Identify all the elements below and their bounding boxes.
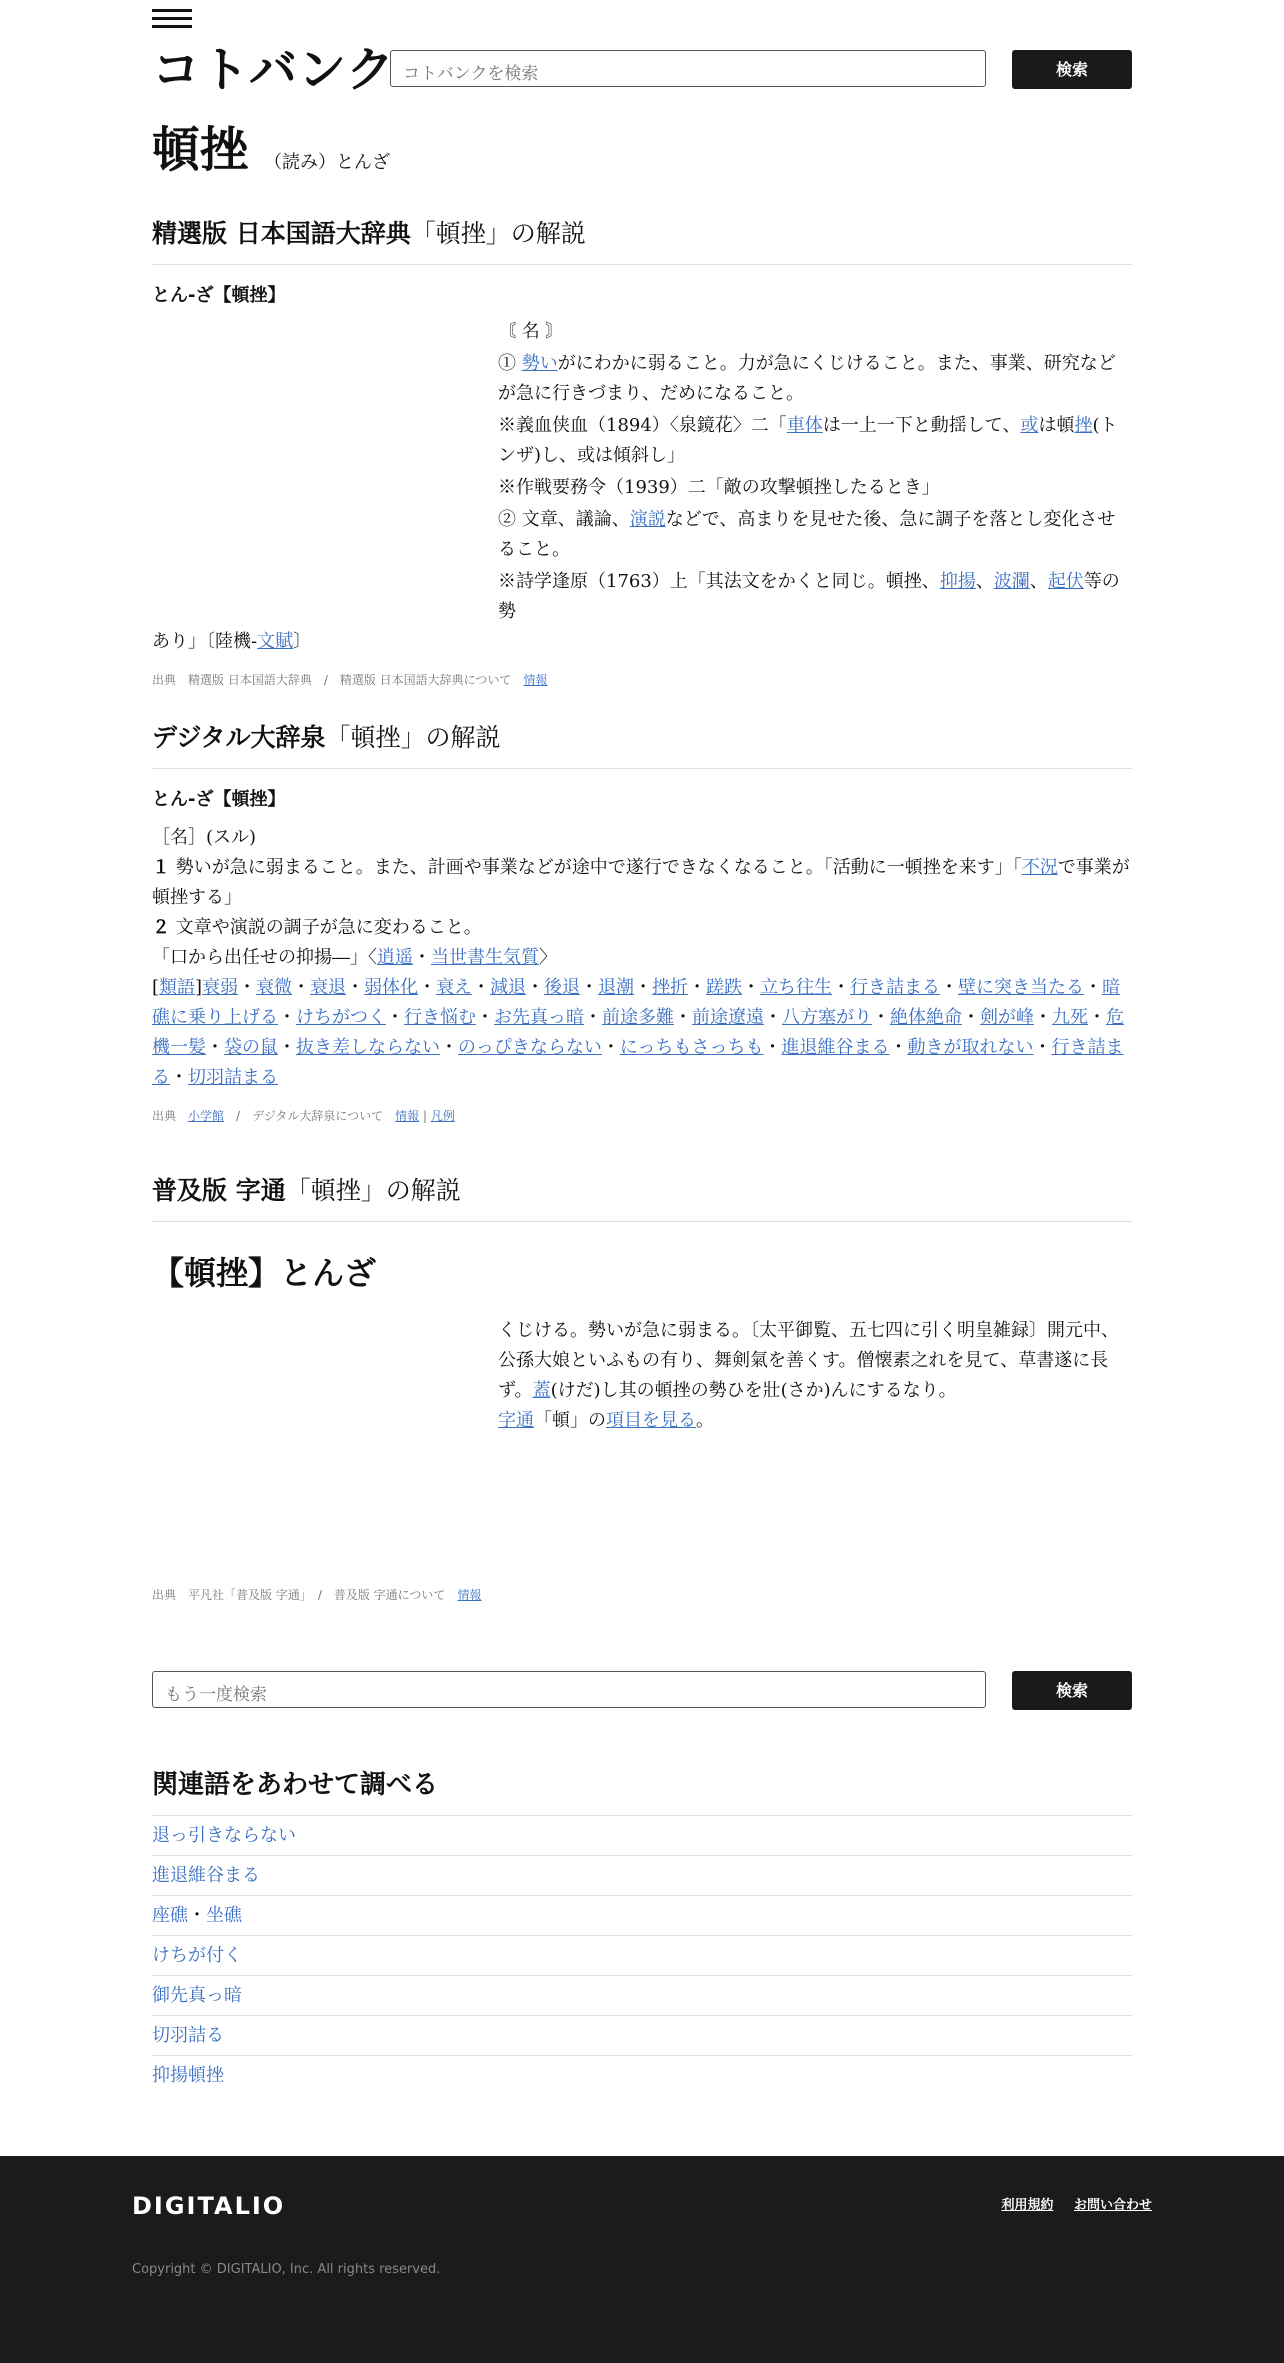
synonym-link[interactable]: 弱体化	[364, 977, 419, 998]
synonym-link[interactable]: 切羽詰まる	[188, 1067, 278, 1088]
synonym-link[interactable]: 立ち往生	[760, 977, 833, 998]
section-seisenban: 精選版 日本国語大辞典「頓挫」の解説 とん‐ざ【頓挫】 〘 名 〙 ① 勢いがにわかに弱ること。力が急にくじけること。また、事業、研究などが急に行きづまり、だめになること。 ※義血侠血（1894）〈泉鏡花〉二「車体は一上一下と動揺して、或は頓挫(トンザ)し、或は傾斜し」 ※作戦要務令（1939）二「敵の攻撃頓挫したるとき」 ② 文章、議論、演説などで、高まりを見せた後、急に調子を落とし変化させること。 ※詩学逢原（1763）上「其法文をかくと同じ。頓挫、抑揚、波瀾、起伏等の勢 あり」〔陸機‐文賦〕 出典 精選版 日本国語大辞典 / 精選版 日本国語大辞典について 情報	[152, 216, 1132, 688]
link-yokuyou[interactable]: 抑揚	[939, 571, 976, 592]
definition-body: ［名］(スル) １ 勢いが急に弱まること。また、計画や事業などが途中で遂行できなくなること。「活動に一頓挫を来す」「不況で事業が頓挫する」 ２ 文章や演説の調子が急に変わること。 「口から出任せの抑揚―」〈逍遥・当世書生気質〉 [類語]衰弱・衰微・衰退・弱体化・衰え・減退・後退・退潮・挫折・蹉跌・立ち往生・行き詰まる・壁に突き当たる・暗礁に乗り上げる・けちがつく・行き悩む・お先真っ暗・前途多難・前途遼遠・八方塞がり・絶体絶命・剣が峰・九死・危機一髪・袋の鼠・抜き差しならない・のっぴきならない・にっちもさっちも・進退維谷まる・動きが取れない・行き詰まる・切羽詰まる	[152, 823, 1132, 1093]
search-button[interactable]: 検索	[1012, 50, 1132, 89]
section-daijisen	[152, 720, 1132, 1124]
search-again-input[interactable]: もう一度検索	[152, 1671, 986, 1708]
source-note: 出典 小学館 / デジタル大辞泉について 情報 | 凡例	[152, 1109, 455, 1123]
hanrei-link[interactable]: 凡例	[430, 1109, 455, 1123]
site-logo[interactable]: コトバンク	[152, 42, 396, 98]
related-link[interactable]: 坐礁	[206, 1905, 242, 1926]
synonym-link[interactable]: 蹉跌	[706, 977, 743, 998]
link-bunpu[interactable]: 文賦	[257, 631, 294, 652]
related-list	[152, 1815, 1132, 2095]
section-heading: デジタル大辞泉「頓挫」の解説	[152, 720, 1132, 769]
related-link[interactable]: 座礁	[152, 1905, 188, 1926]
link-enzetsu[interactable]: 演説	[629, 509, 666, 530]
synonym-list: [類語]衰弱・衰微・衰退・弱体化・衰え・減退・後退・退潮・挫折・蹉跌・立ち往生・行き詰まる・壁に突き当たる・暗礁に乗り上げる・けちがつく・行き悩む・お先真っ暗・前途多難・前途遼遠・八方塞がり・絶体絶命・剣が峰・九死・危機一髪・袋の鼠・抜き差しならない・のっぴきならない・にっちもさっちも・進退維谷まる・動きが取れない・行き詰まる・切羽詰まる	[152, 977, 1124, 1088]
contact-link[interactable]: お問い合わせ	[1073, 2198, 1152, 2213]
related-item	[152, 1935, 1132, 1975]
synonym-link[interactable]: 衰退	[310, 977, 347, 998]
definition-body: くじける。勢いが急に弱まる。〔太平御覧、五七四に引く明皇雑録〕開元中、公孫大娘といふもの有り、舞剣氣を善くす。僧懐素之れを見て、草書遂に長ず。蓋(けだ)し其の頓挫の勢ひを壯(さか)んにするなり。 字通「頓」の項目を見る。	[498, 1320, 1119, 1431]
synonym-link[interactable]: お先真っ暗	[494, 1007, 584, 1028]
section-heading: 普及版 字通「頓挫」の解説	[152, 1173, 1132, 1222]
synonym-link[interactable]: 行き詰まる	[152, 1037, 1124, 1088]
source-note: 出典 精選版 日本国語大辞典 / 精選版 日本国語大辞典について 情報	[152, 673, 548, 687]
link-ruigo[interactable]: 類語	[159, 977, 196, 998]
related-link[interactable]: 御先真っ暗	[152, 1985, 242, 2006]
synonym-link[interactable]: 衰え	[436, 977, 473, 998]
synonym-link[interactable]: 危機一髪	[152, 1007, 1124, 1058]
related-item	[152, 1975, 1132, 2015]
related-item	[152, 1815, 1132, 1855]
link-fukyou[interactable]: 不況	[1021, 857, 1058, 878]
synonym-link[interactable]: 壁に突き当たる	[958, 977, 1085, 998]
synonym-link[interactable]: 退潮	[598, 977, 635, 998]
synonym-link[interactable]: けちがつく	[296, 1007, 386, 1028]
synonym-link[interactable]: 後退	[544, 977, 581, 998]
related-section	[152, 1764, 1132, 2095]
synonym-link[interactable]: 衰微	[256, 977, 293, 998]
synonym-link[interactable]: 挫折	[652, 977, 689, 998]
link-kedashi[interactable]: 蓋	[532, 1380, 551, 1401]
synonym-link[interactable]: 行き詰まる	[850, 977, 941, 998]
headword: とん‐ざ【頓挫】	[152, 789, 286, 810]
synonym-link[interactable]: 絶体絶命	[890, 1007, 962, 1028]
menu-icon[interactable]	[152, 9, 192, 31]
synonym-link[interactable]: 進退維谷まる	[781, 1037, 890, 1058]
link-kifuku[interactable]: 起伏	[1047, 571, 1084, 592]
related-item	[152, 1855, 1132, 1895]
synonym-link[interactable]: 減退	[490, 977, 527, 998]
link-haran[interactable]: 波瀾	[993, 571, 1030, 592]
synonym-link[interactable]: 動きが取れない	[907, 1037, 1034, 1058]
footer	[0, 2156, 1284, 2363]
synonym-link[interactable]: 八方塞がり	[782, 1007, 872, 1028]
synonym-link[interactable]: のっぴきならない	[458, 1037, 602, 1058]
info-link[interactable]: 情報	[523, 673, 548, 687]
synonym-link[interactable]: 暗礁に乗り上げる	[152, 977, 1121, 1028]
synonym-link[interactable]: 剣が峰	[980, 1007, 1034, 1028]
source-note: 出典 平凡社「普及版 字通」 / 普及版 字通について 情報	[152, 1588, 482, 1602]
search-input[interactable]: コトバンクを検索	[390, 50, 986, 87]
publisher-link[interactable]: 小学館	[188, 1109, 225, 1123]
synonym-link[interactable]: 九死	[1052, 1007, 1088, 1028]
related-item: 座礁・坐礁	[152, 1895, 1132, 1935]
related-link[interactable]: 抑揚頓挫	[152, 2065, 224, 2086]
related-item	[152, 2015, 1132, 2055]
synonym-link[interactable]: 前途多難	[602, 1007, 674, 1028]
link-shouyou[interactable]: 逍遥	[377, 947, 413, 968]
copyright: Copyright © DIGITALIO, Inc. All rights reserved.	[132, 2262, 441, 2277]
link-ikioi[interactable]: 勢い	[521, 353, 558, 374]
page-title: 頓挫	[152, 122, 249, 178]
link-shatai[interactable]: 車体	[786, 415, 823, 436]
related-item	[152, 2055, 1132, 2095]
synonym-link[interactable]: 衰弱	[202, 977, 239, 998]
link-view-item[interactable]: 項目を見る	[606, 1410, 696, 1431]
search-again-button[interactable]: 検索	[1012, 1671, 1132, 1710]
synonym-link[interactable]: にっちもさっちも	[619, 1037, 764, 1058]
related-link[interactable]: けちが付く	[152, 1945, 242, 1966]
definition-body: 〘 名 〙 ① 勢いがにわかに弱ること。力が急にくじけること。また、事業、研究などが急に行きづまり、だめになること。 ※義血侠血（1894）〈泉鏡花〉二「車体は一上一下と動揺して、或は頓挫(トンザ)し、或は傾斜し」 ※作戦要務令（1939）二「敵の攻撃頓挫したるとき」 ② 文章、議論、演説などで、高まりを見せた後、急に調子を落とし変化させること。 ※詩学逢原（1763）上「其法文をかくと同じ。頓挫、抑揚、波瀾、起伏等の勢	[498, 321, 1120, 622]
related-link[interactable]: 進退維谷まる	[152, 1865, 260, 1886]
section-heading: 精選版 日本国語大辞典「頓挫」の解説	[152, 216, 1132, 265]
reading: （読み）とんざ	[264, 152, 390, 173]
link-jitsu[interactable]: 字通	[498, 1410, 534, 1431]
synonym-link[interactable]: 行き悩む	[404, 1007, 476, 1028]
synonym-link[interactable]: 袋の鼠	[224, 1037, 278, 1058]
related-title: 関連語をあわせて調べる	[152, 1770, 439, 1800]
terms-link[interactable]: 利用規約	[1001, 2198, 1054, 2213]
related-link[interactable]: 切羽詰る	[152, 2025, 224, 2046]
link-aruiwa[interactable]: 或	[1020, 415, 1039, 436]
headword: 【頓挫】とんざ	[152, 1254, 377, 1292]
headword: とん‐ざ【頓挫】	[152, 285, 286, 306]
footer-logo[interactable]: DIGITALIO	[132, 2192, 286, 2220]
related-link[interactable]: 退っ引きならない	[152, 1825, 296, 1846]
link-za[interactable]: 挫	[1074, 415, 1093, 436]
info-link[interactable]: 情報	[457, 1588, 482, 1602]
info-link[interactable]: 情報	[395, 1109, 420, 1123]
section-jitsu	[152, 1173, 1132, 1603]
synonym-link[interactable]: 抜き差しならない	[296, 1037, 440, 1058]
synonym-link[interactable]: 前途遼遠	[692, 1007, 764, 1028]
link-tousei[interactable]: 当世書生気質	[431, 947, 539, 968]
